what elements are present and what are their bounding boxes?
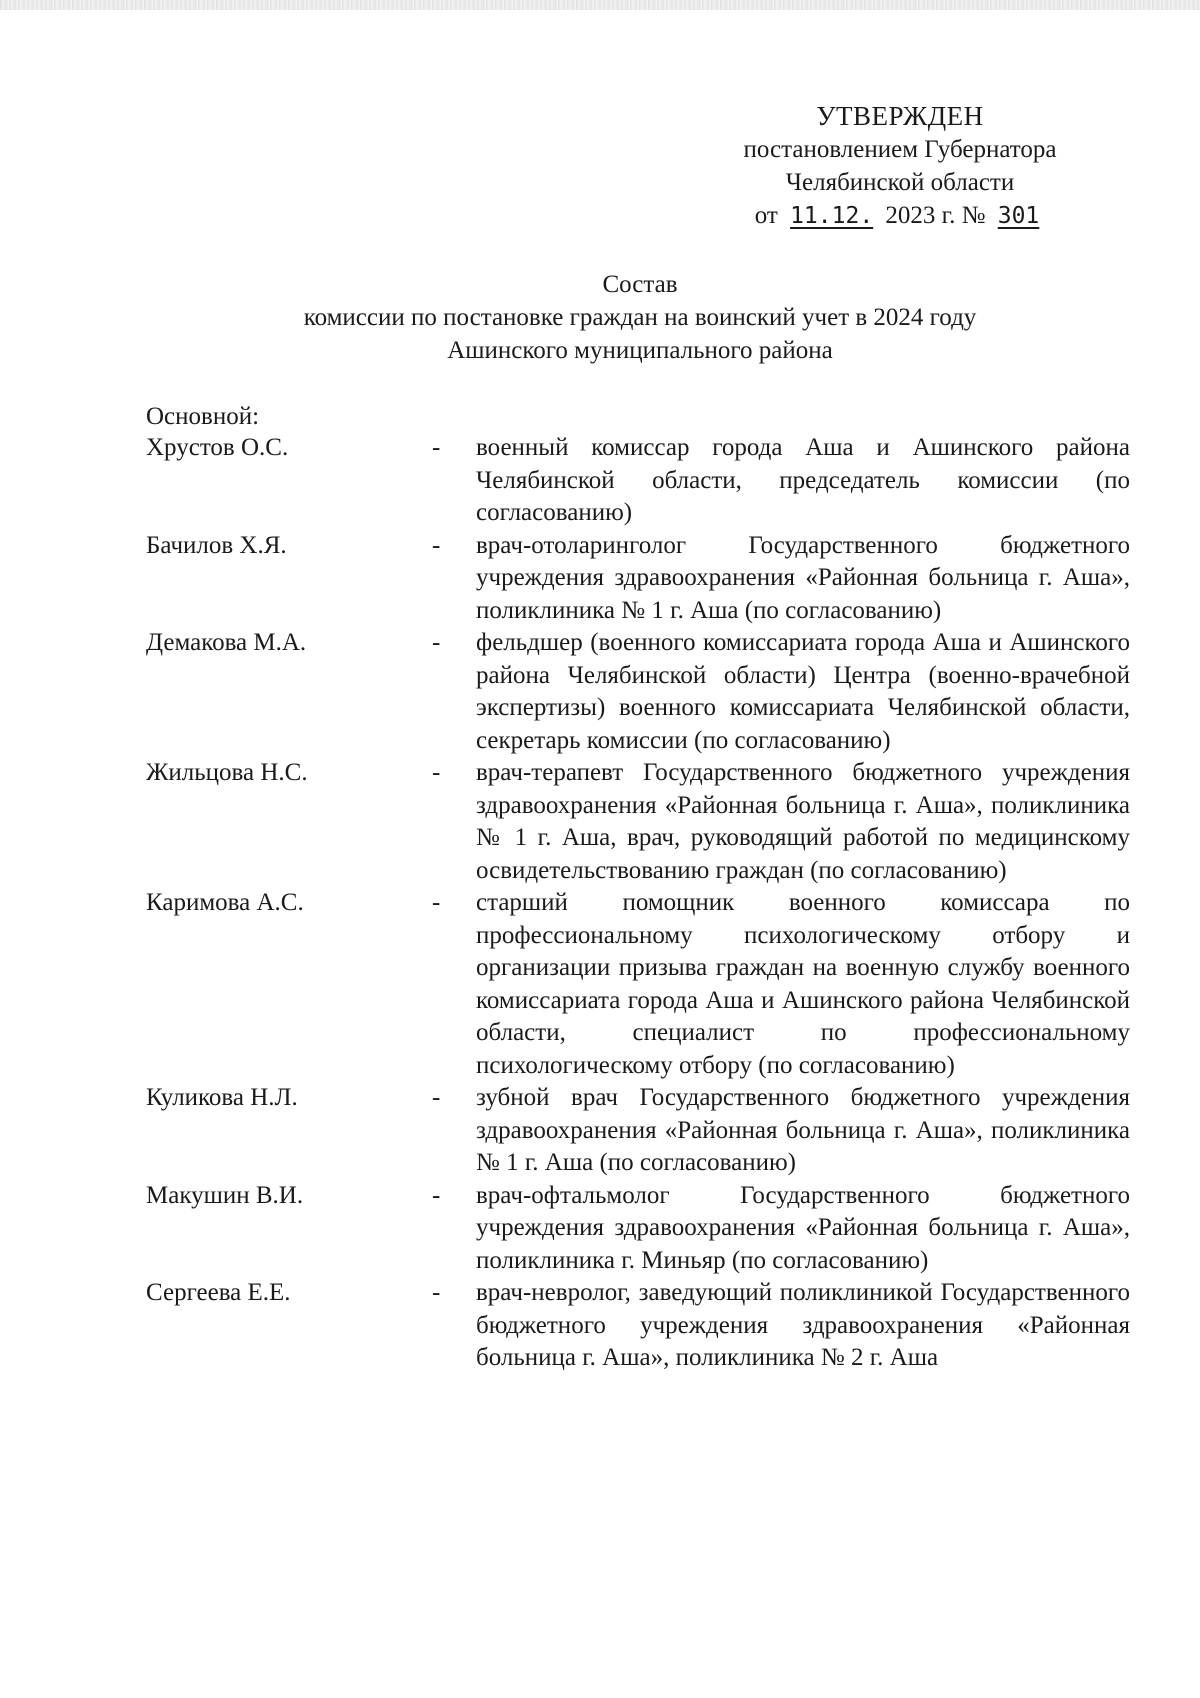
member-description: врач-офтальмолог Государственного бюджетного учреждения здравоохранения «Районная больница г. Аша», поликлиника г. Миньяр (по согласованию) — [476, 1181, 1130, 1274]
approval-stamp-block — [690, 100, 1110, 233]
member-name: Демакова М.А. — [146, 629, 307, 656]
member-name: Каримова А.С. — [146, 889, 304, 916]
region-line: Челябинской области — [785, 169, 1015, 196]
member-row — [146, 432, 1130, 530]
member-dash: - — [432, 629, 441, 656]
member-name: Куликова Н.Л. — [146, 1084, 298, 1111]
member-row — [146, 757, 1130, 887]
member-row — [146, 1277, 1130, 1375]
heading-line-2: Ашинского муниципального района — [447, 337, 833, 364]
date-value: 11.12. — [790, 203, 874, 229]
member-name: Хрустов О.С. — [146, 434, 289, 461]
scan-edge — [0, 0, 1200, 10]
member-row — [146, 1180, 1130, 1278]
document-heading — [140, 268, 1140, 367]
resolution-line: постановлением Губернатора — [743, 136, 1057, 163]
date-number-line — [690, 199, 1110, 233]
member-description: военный комиссар города Аша и Ашинского района Челябинской области, председатель комиссии (по согласованию) — [476, 434, 1130, 526]
member-row — [146, 1082, 1130, 1180]
number-value: 301 — [997, 203, 1040, 229]
member-dash: - — [432, 889, 441, 916]
approved-label: УТВЕРЖДЕН — [816, 101, 984, 131]
member-description: старший помощник военного комиссара по профессиональному психологическому отбору и организации призыва граждан на военную службу военного комиссариата города Аша и Ашинского района Челябинской области, специалист по профессиональному психологическому отбору (по согласованию) — [476, 889, 1130, 1079]
member-row — [146, 887, 1130, 1082]
member-description: зубной врач Государственного бюджетного учреждения здравоохранения «Районная больница г. Аша», поликлиника № 1 г. Аша (по согласованию) — [476, 1084, 1130, 1176]
member-name: Жильцова Н.С. — [146, 759, 308, 786]
member-dash: - — [432, 531, 441, 559]
member-name: Бачилов Х.Я. — [146, 531, 287, 559]
member-description: врач-терапевт Государственного бюджетного учреждения здравоохранения «Районная больница г. Аша», поликлиника № 1 г. Аша, врач, руководящий работой по медицинскому освидетельствованию граждан (по согласованию) — [476, 759, 1130, 884]
member-dash: - — [432, 759, 441, 786]
member-name: Макушин В.И. — [146, 1181, 304, 1209]
member-description: врач-невролог, заведующий поликлиникой Государственного бюджетного учреждения здравоохранения «Районная больница г. Аша», поликлиника № 2 г. Аша — [476, 1279, 1130, 1371]
year-suffix: 2023 г. № — [885, 202, 986, 229]
member-name: Сергеева Е.Е. — [146, 1279, 291, 1306]
member-row — [146, 530, 1130, 628]
date-prefix: от — [754, 202, 778, 229]
member-description: врач-отоларинголог Государственного бюджетного учреждения здравоохранения «Районная больница г. Аша», поликлиника № 1 г. Аша (по согласованию) — [476, 531, 1130, 624]
member-dash: - — [432, 1181, 441, 1209]
member-description: фельдшер (военного комиссариата города Аша и Ашинского района Челябинской области) Центра (военно-врачебной экспертизы) военного комиссариата Челябинской области, секретарь комиссии (по согласованию) — [476, 629, 1130, 754]
member-dash: - — [432, 1279, 441, 1306]
member-dash: - — [432, 1084, 441, 1111]
section-label: Основной: — [146, 403, 260, 430]
heading-title: Состав — [602, 271, 678, 298]
member-row — [146, 627, 1130, 757]
members-list — [146, 432, 1130, 1375]
heading-line-1: комиссии по постановке граждан на воинский учет в 2024 году — [303, 304, 977, 331]
member-dash: - — [432, 434, 441, 461]
